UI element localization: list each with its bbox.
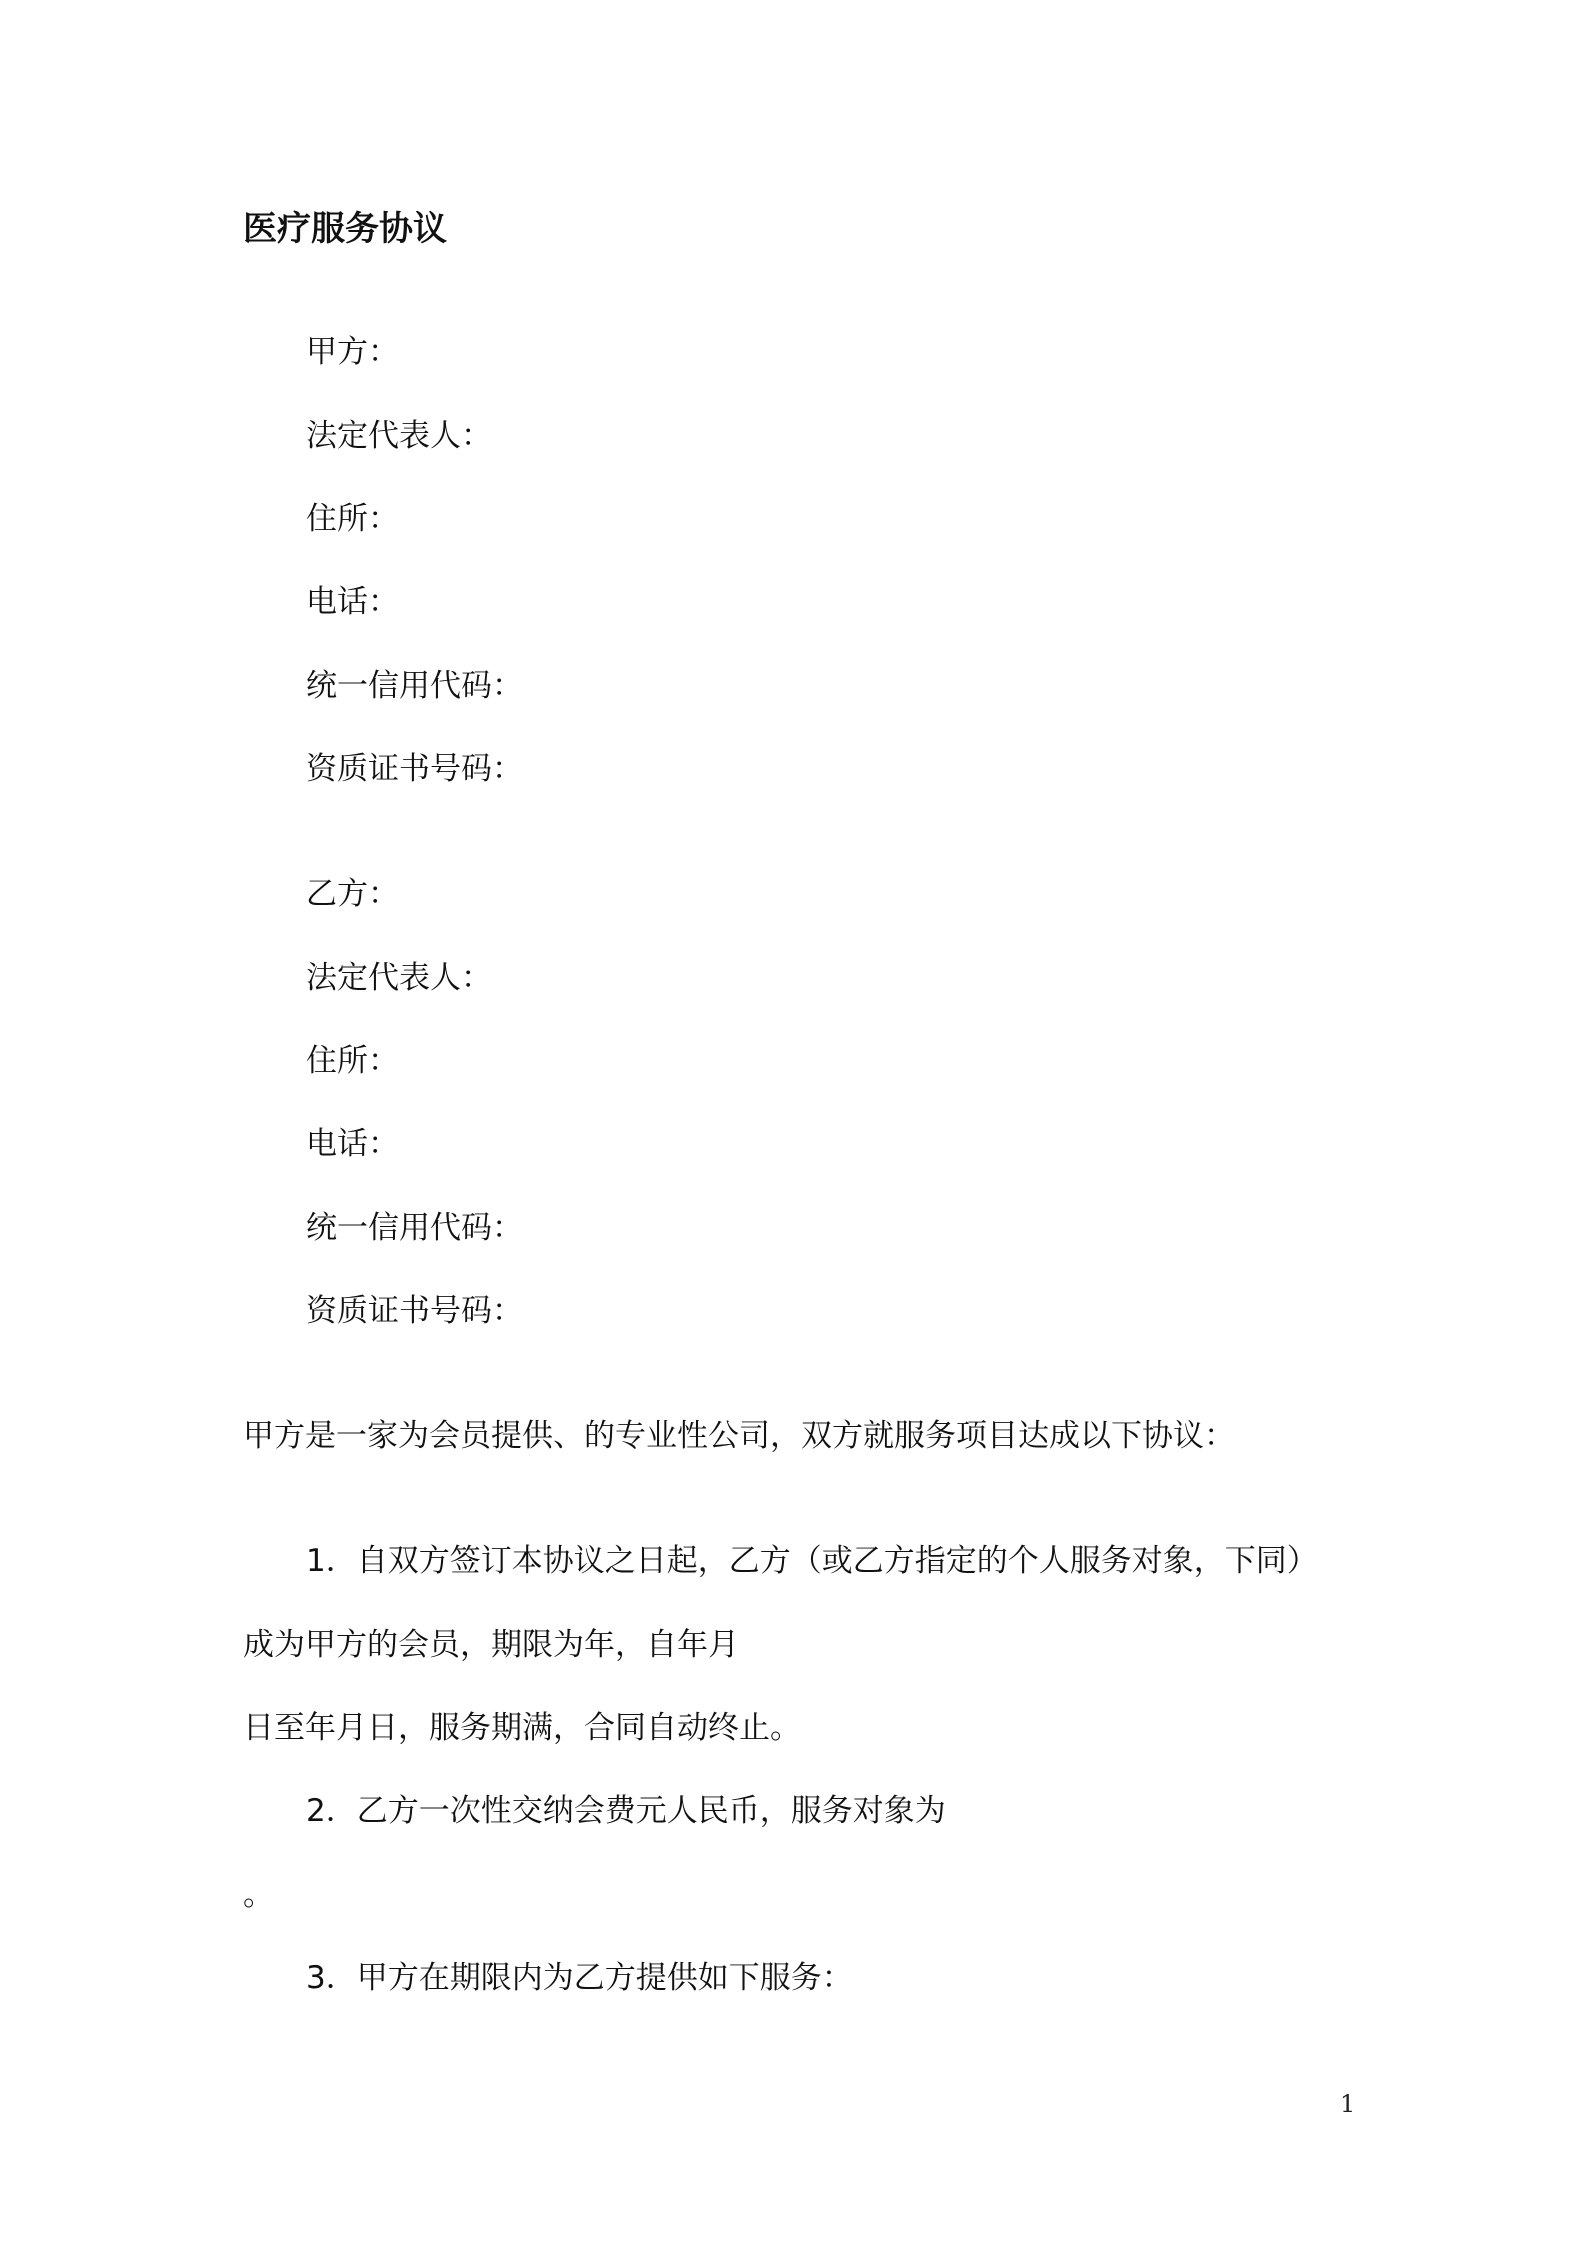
party-a-credit-code-label: 统一信用代码： (306, 668, 523, 704)
document-title: 医疗服务协议 (243, 209, 447, 249)
page-number: 1 (1340, 2090, 1356, 2118)
clause-1-line-1: 1．自双方签订本协议之日起，乙方（或乙方指定的个人服务对象，下同） (306, 1543, 1318, 1579)
party-a-name-label: 甲方： (306, 334, 399, 370)
party-b-credit-code-label: 统一信用代码： (306, 1210, 523, 1246)
party-a-certificate-label: 资质证书号码： (306, 751, 523, 787)
clause-1-line-3: 日至年月日，服务期满，合同自动终止。 (243, 1710, 801, 1746)
party-a-address-label: 住所： (306, 501, 399, 537)
party-b-name-label: 乙方： (306, 876, 399, 912)
party-a-representative-label: 法定代表人： (306, 418, 492, 454)
clause-3-line-1: 3．甲方在期限内为乙方提供如下服务： (306, 1960, 853, 1996)
party-b-address-label: 住所： (306, 1043, 399, 1079)
intro-paragraph: 甲方是一家为会员提供、的专业性公司，双方就服务项目达成以下协议： (243, 1418, 1235, 1454)
clause-1-line-2: 成为甲方的会员，期限为年，自年月 (243, 1627, 739, 1663)
party-b-phone-label: 电话： (306, 1126, 399, 1162)
party-b-representative-label: 法定代表人： (306, 960, 492, 996)
clause-2-line-2: 。 (243, 1877, 274, 1913)
party-a-phone-label: 电话： (306, 584, 399, 620)
clause-2-line-1: 2．乙方一次性交纳会费元人民币，服务对象为 (306, 1793, 946, 1829)
party-b-certificate-label: 资质证书号码： (306, 1293, 523, 1329)
